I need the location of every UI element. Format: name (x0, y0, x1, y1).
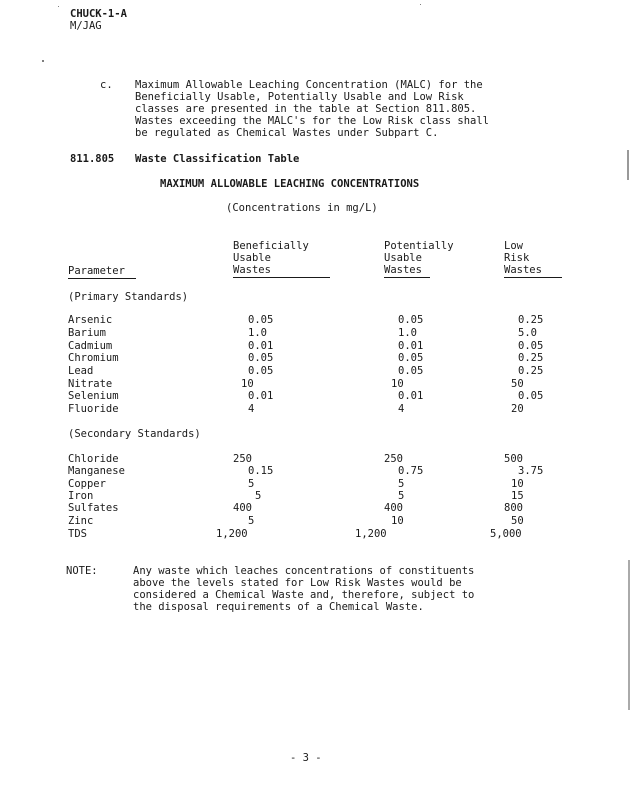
col-header-beneficial: Beneficially (233, 240, 309, 252)
scan-speck (58, 6, 59, 7)
col-header-lowrisk: Risk (504, 252, 530, 264)
row-parameter: Iron (68, 490, 94, 502)
row-value-beneficial: 0.05 (248, 365, 274, 377)
row-value-beneficial: 0.01 (248, 390, 274, 402)
row-value-potential: 400 (384, 502, 403, 514)
scan-edge-mark (628, 560, 630, 710)
item-c-line: Wastes exceeding the MALC's for the Low Risk class shall (135, 115, 490, 127)
scan-edge-mark (627, 150, 629, 180)
note-line: considered a Chemical Waste and, therefore, subject to (133, 589, 475, 601)
section-title: Waste Classification Table (135, 153, 300, 165)
row-value-lowrisk: 800 (504, 502, 523, 514)
row-value-beneficial: 5 (255, 490, 262, 502)
col-header-potential: Usable (384, 252, 422, 264)
row-value-beneficial: 1,200 (216, 528, 248, 540)
table-subtitle: (Concentrations in mg/L) (226, 202, 378, 214)
row-parameter: Chloride (68, 453, 119, 465)
row-value-lowrisk: 500 (504, 453, 523, 465)
item-c-line: classes are presented in the table at Section 811.805. (135, 103, 477, 115)
row-value-potential: 1.0 (398, 327, 417, 339)
row-parameter: Fluoride (68, 403, 119, 415)
row-parameter: Zinc (68, 515, 94, 527)
row-value-potential: 10 (391, 515, 404, 527)
row-value-beneficial: 10 (241, 378, 254, 390)
row-value-beneficial: 5 (248, 515, 255, 527)
row-value-lowrisk: 0.25 (518, 352, 544, 364)
col-header-lowrisk: Wastes (504, 264, 562, 278)
row-value-beneficial: 400 (233, 502, 252, 514)
row-value-lowrisk: 0.25 (518, 365, 544, 377)
row-value-potential: 10 (391, 378, 404, 390)
col-header-beneficial: Wastes (233, 264, 330, 278)
col-header-beneficial: Usable (233, 252, 271, 264)
row-value-beneficial: 0.05 (248, 314, 274, 326)
row-value-beneficial: 4 (248, 403, 255, 415)
row-value-beneficial: 0.05 (248, 352, 274, 364)
row-parameter: Chromium (68, 352, 119, 364)
row-value-lowrisk: 20 (511, 403, 524, 415)
row-value-potential: 5 (398, 490, 405, 502)
row-value-potential: 0.01 (398, 390, 424, 402)
note-line: above the levels stated for Low Risk Wastes would be (133, 577, 462, 589)
row-parameter: Manganese (68, 465, 125, 477)
row-value-potential: 1,200 (355, 528, 387, 540)
row-value-beneficial: 1.0 (248, 327, 267, 339)
doc-id: CHUCK-1-A (70, 8, 127, 20)
item-c-line: be regulated as Chemical Wastes under Subpart C. (135, 127, 439, 139)
row-value-beneficial: 250 (233, 453, 252, 465)
row-value-potential: 0.75 (398, 465, 424, 477)
row-value-potential: 0.05 (398, 314, 424, 326)
table-title: MAXIMUM ALLOWABLE LEACHING CONCENTRATIONS (160, 178, 420, 190)
row-parameter: Nitrate (68, 378, 113, 390)
doc-initials: M/JAG (70, 20, 102, 32)
row-parameter: Sulfates (68, 502, 119, 514)
row-value-lowrisk: 10 (511, 478, 524, 490)
row-parameter: Cadmium (68, 340, 113, 352)
row-parameter: Lead (68, 365, 94, 377)
row-value-potential: 4 (398, 403, 405, 415)
scan-speck (420, 4, 421, 5)
col-header-potential: Potentially (384, 240, 454, 252)
row-value-lowrisk: 5.0 (518, 327, 537, 339)
row-value-potential: 0.01 (398, 340, 424, 352)
page-number: - 3 - (290, 752, 322, 764)
row-value-potential: 250 (384, 453, 403, 465)
row-value-beneficial: 0.01 (248, 340, 274, 352)
row-parameter: Selenium (68, 390, 119, 402)
row-value-lowrisk: 15 (511, 490, 524, 502)
note-line: Any waste which leaches concentrations of constituents (133, 565, 475, 577)
note-line: the disposal requirements of a Chemical Waste. (133, 601, 424, 613)
row-value-beneficial: 5 (248, 478, 255, 490)
row-value-lowrisk: 0.25 (518, 314, 544, 326)
row-value-lowrisk: 3.75 (518, 465, 544, 477)
col-header-lowrisk: Low (504, 240, 523, 252)
col-header-potential: Wastes (384, 264, 430, 278)
col-header-parameter: Parameter (68, 265, 136, 279)
row-value-lowrisk: 0.05 (518, 340, 544, 352)
row-parameter: TDS (68, 528, 87, 540)
row-value-lowrisk: 5,000 (490, 528, 522, 540)
row-parameter: Copper (68, 478, 106, 490)
row-value-beneficial: 0.15 (248, 465, 274, 477)
row-value-lowrisk: 50 (511, 515, 524, 527)
item-marker: c. (100, 79, 113, 91)
row-parameter: Barium (68, 327, 106, 339)
row-value-potential: 0.05 (398, 365, 424, 377)
item-c-line: Beneficially Usable, Potentially Usable and Low Risk (135, 91, 464, 103)
row-value-potential: 5 (398, 478, 405, 490)
row-value-potential: 0.05 (398, 352, 424, 364)
scan-speck (42, 60, 44, 62)
row-value-lowrisk: 0.05 (518, 390, 544, 402)
row-parameter: Arsenic (68, 314, 113, 326)
row-value-lowrisk: 50 (511, 378, 524, 390)
secondary-standards-label: (Secondary Standards) (68, 428, 201, 440)
note-label: NOTE: (66, 565, 98, 577)
primary-standards-label: (Primary Standards) (68, 291, 189, 303)
section-number: 811.805 (70, 153, 115, 165)
item-c-line: Maximum Allowable Leaching Concentration (MALC) for the (135, 79, 483, 91)
